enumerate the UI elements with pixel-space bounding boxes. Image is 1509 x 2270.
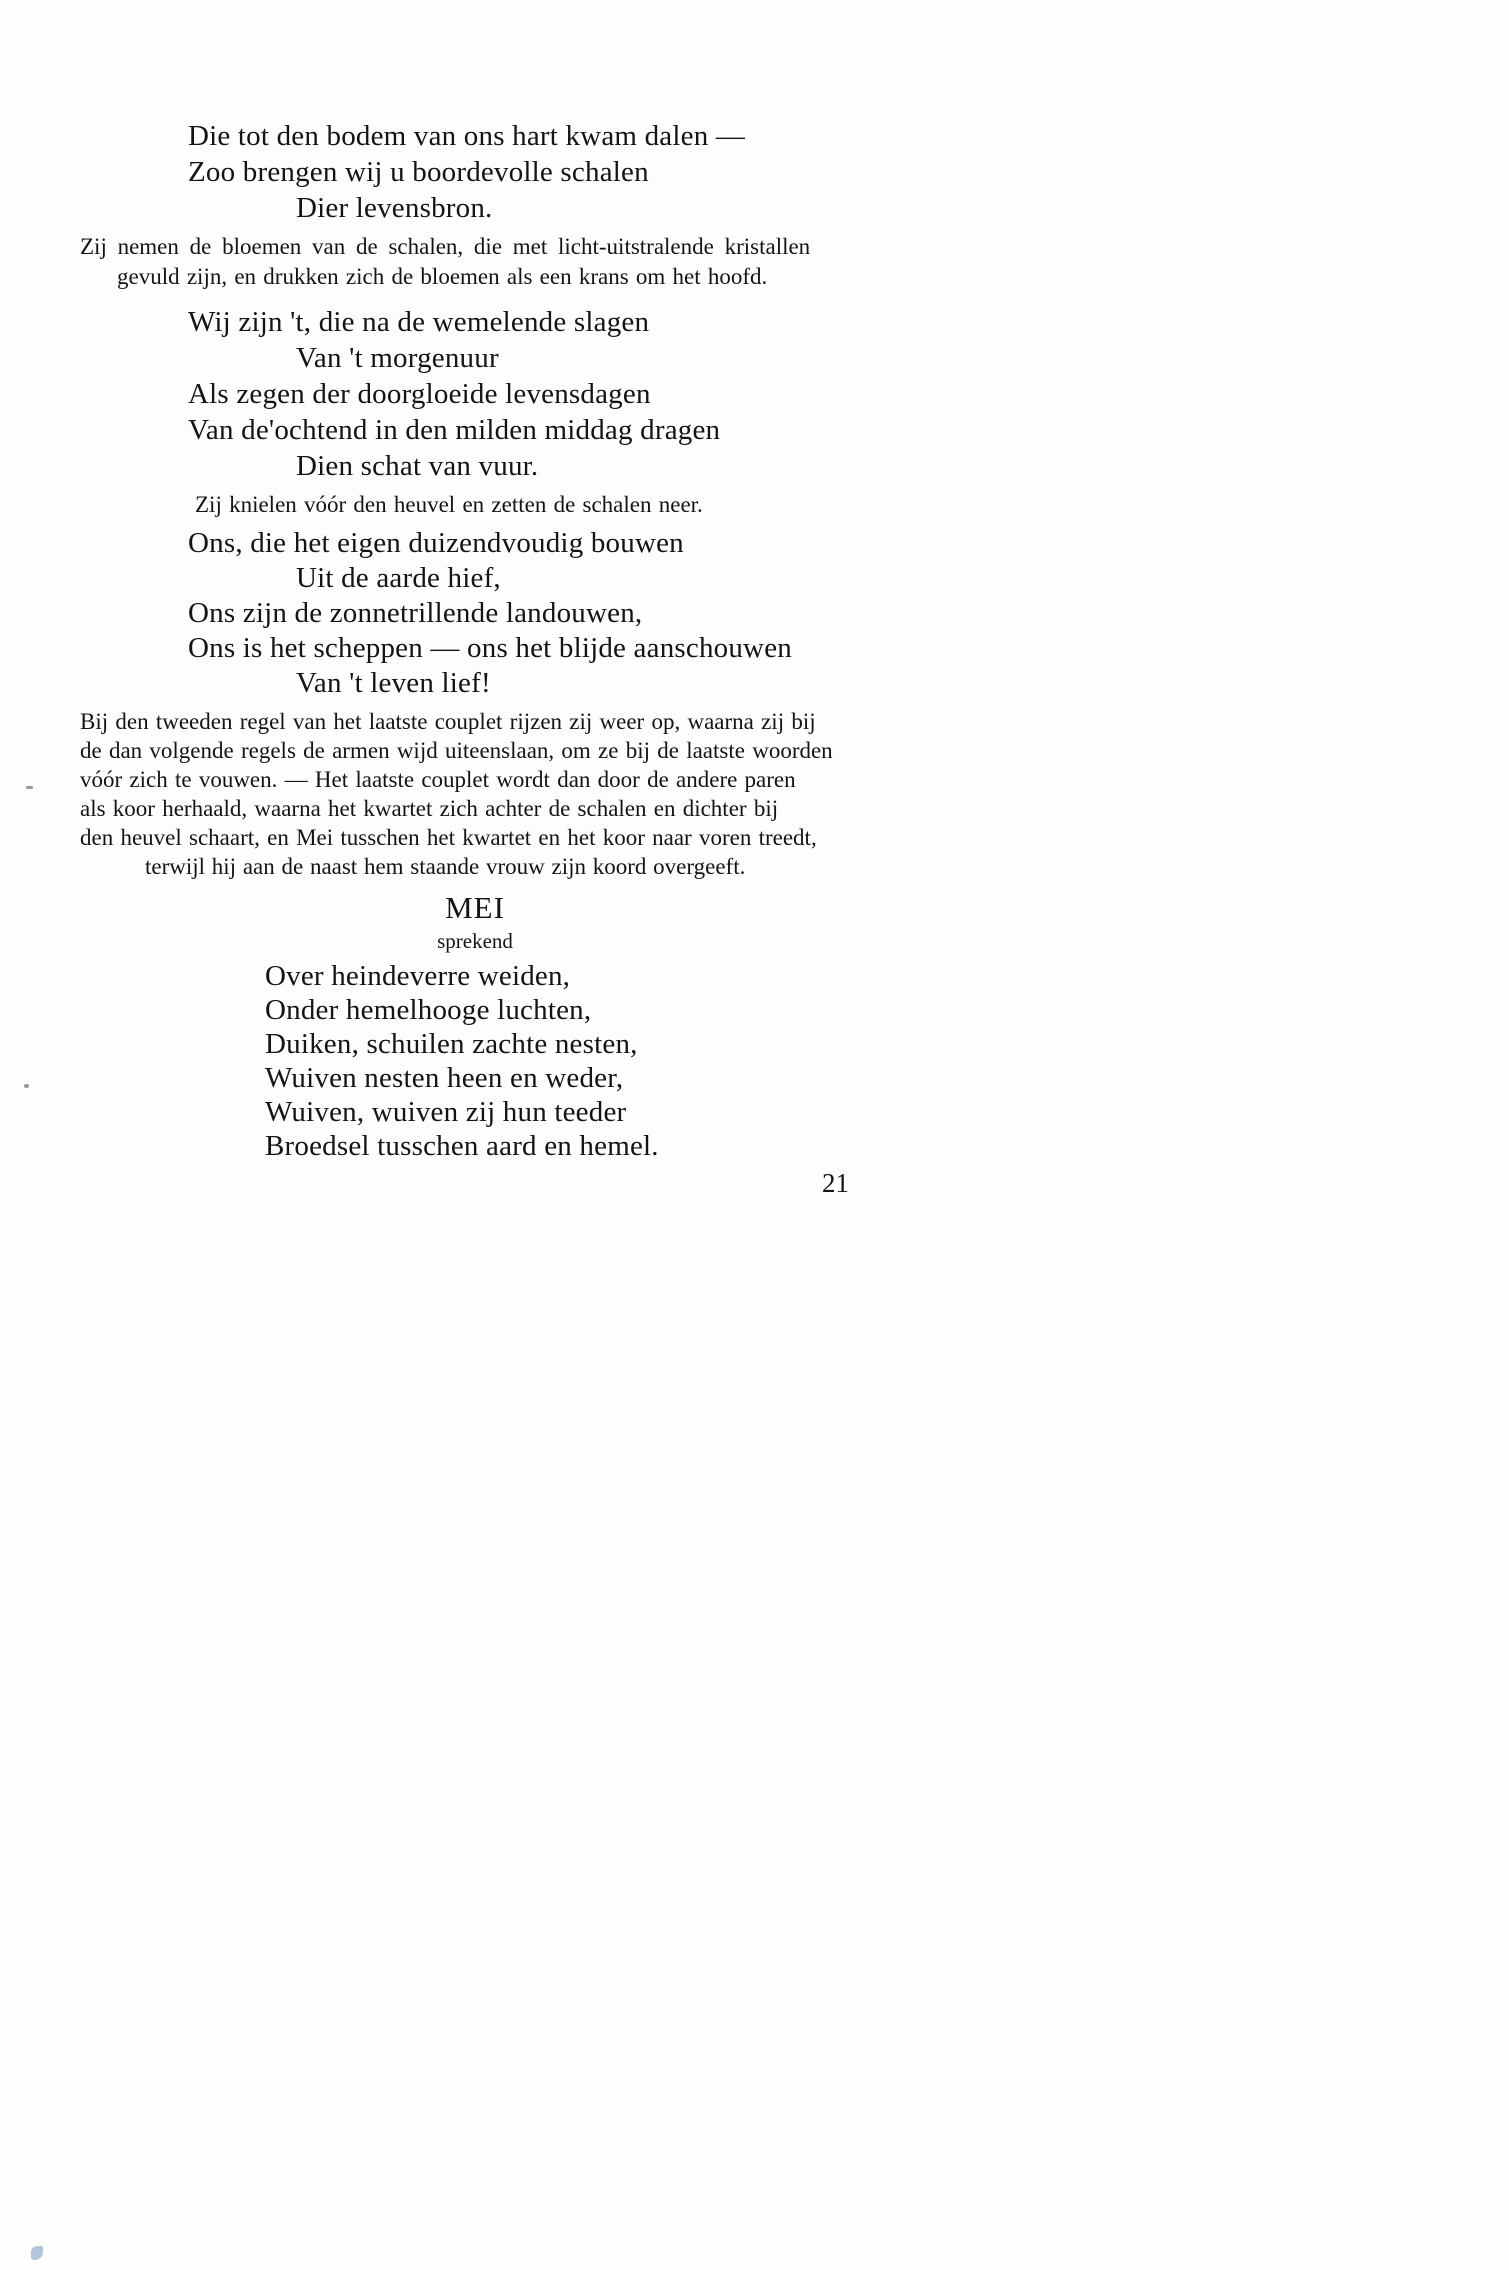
verse-line: Van de'ochtend in den milden middag dragen xyxy=(188,414,721,446)
verse-line: Uit de aarde hief, xyxy=(296,562,501,594)
stage-direction-line: Zij nemen de bloemen van de schalen, die met licht-uitstralende kristallen xyxy=(80,234,811,259)
stage-direction-line: de dan volgende regels de armen wijd uiteenslaan, om ze bij de laatste woorden xyxy=(80,738,833,763)
verse-line: Zoo brengen wij u boordevolle schalen xyxy=(188,156,649,188)
scan-speck xyxy=(24,1084,29,1088)
verse-line: Ons zijn de zonnetrillende landouwen, xyxy=(188,597,643,629)
stanza-morning xyxy=(80,304,870,484)
verse-line: Dien schat van vuur. xyxy=(296,450,539,482)
verse-line: Ons, die het eigen duizendvoudig bouwen xyxy=(188,527,684,559)
speaker-block xyxy=(80,889,870,955)
verse-line: Dier levensbron. xyxy=(296,192,493,224)
verse-line: Onder hemelhooge luchten, xyxy=(265,994,592,1026)
verse-line: Van 't leven lief! xyxy=(296,667,491,699)
stage-direction-line: gevuld zijn, en drukken zich de bloemen als een krans om het hoofd. xyxy=(117,264,768,289)
stage-direction-line: Zij knielen vóór den heuvel en zetten de schalen neer. xyxy=(195,492,703,517)
verse-line: Ons is het scheppen — ons het blijde aanschouwen xyxy=(188,632,792,664)
stage-direction-kneel xyxy=(80,490,870,520)
verse-line: Als zegen der doorgloeide levensdagen xyxy=(188,378,651,410)
verse-line: Wuiven, wuiven zij hun teeder xyxy=(265,1096,627,1128)
scan-speck-blue xyxy=(31,2246,43,2260)
verse-line: Wuiven nesten heen en weder, xyxy=(265,1062,624,1094)
stage-direction-line: als koor herhaald, waarna het kwartet zich achter de schalen en dichter bij xyxy=(80,796,779,821)
stage-direction-flowers xyxy=(80,232,870,292)
text-block xyxy=(80,118,870,1199)
stage-direction-line: vóór zich te vouwen. — Het laatste couplet wordt dan door de andere paren xyxy=(80,767,796,792)
page-number: 21 xyxy=(822,1168,849,1198)
stanza-chorus xyxy=(80,118,870,226)
verse-line: Wij zijn 't, die na de wemelende slagen xyxy=(188,306,650,338)
stage-direction-line: den heuvel schaart, en Mei tusschen het kwartet en het koor naar voren treedt, xyxy=(80,825,817,850)
verse-line: Over heindeverre weiden, xyxy=(265,960,571,992)
stanza-mei xyxy=(80,959,870,1163)
stage-direction-line: Bij den tweeden regel van het laatste couplet rijzen zij weer op, waarna zij bij xyxy=(80,709,816,734)
scan-speck xyxy=(26,786,33,789)
verse-line: Van 't morgenuur xyxy=(296,342,499,374)
speaker-name: MEI xyxy=(445,890,505,925)
verse-line: Duiken, schuilen zachte nesten, xyxy=(265,1028,638,1060)
verse-line: Broedsel tusschen aard en hemel. xyxy=(265,1130,659,1162)
speaker-mode: sprekend xyxy=(437,929,513,953)
verse-line: Die tot den bodem van ons hart kwam dalen — xyxy=(188,120,746,152)
stanza-ons xyxy=(80,526,870,701)
stage-direction-final xyxy=(80,707,870,881)
stage-direction-line: terwijl hij aan de naast hem staande vrouw zijn koord overgeeft. xyxy=(145,854,746,879)
